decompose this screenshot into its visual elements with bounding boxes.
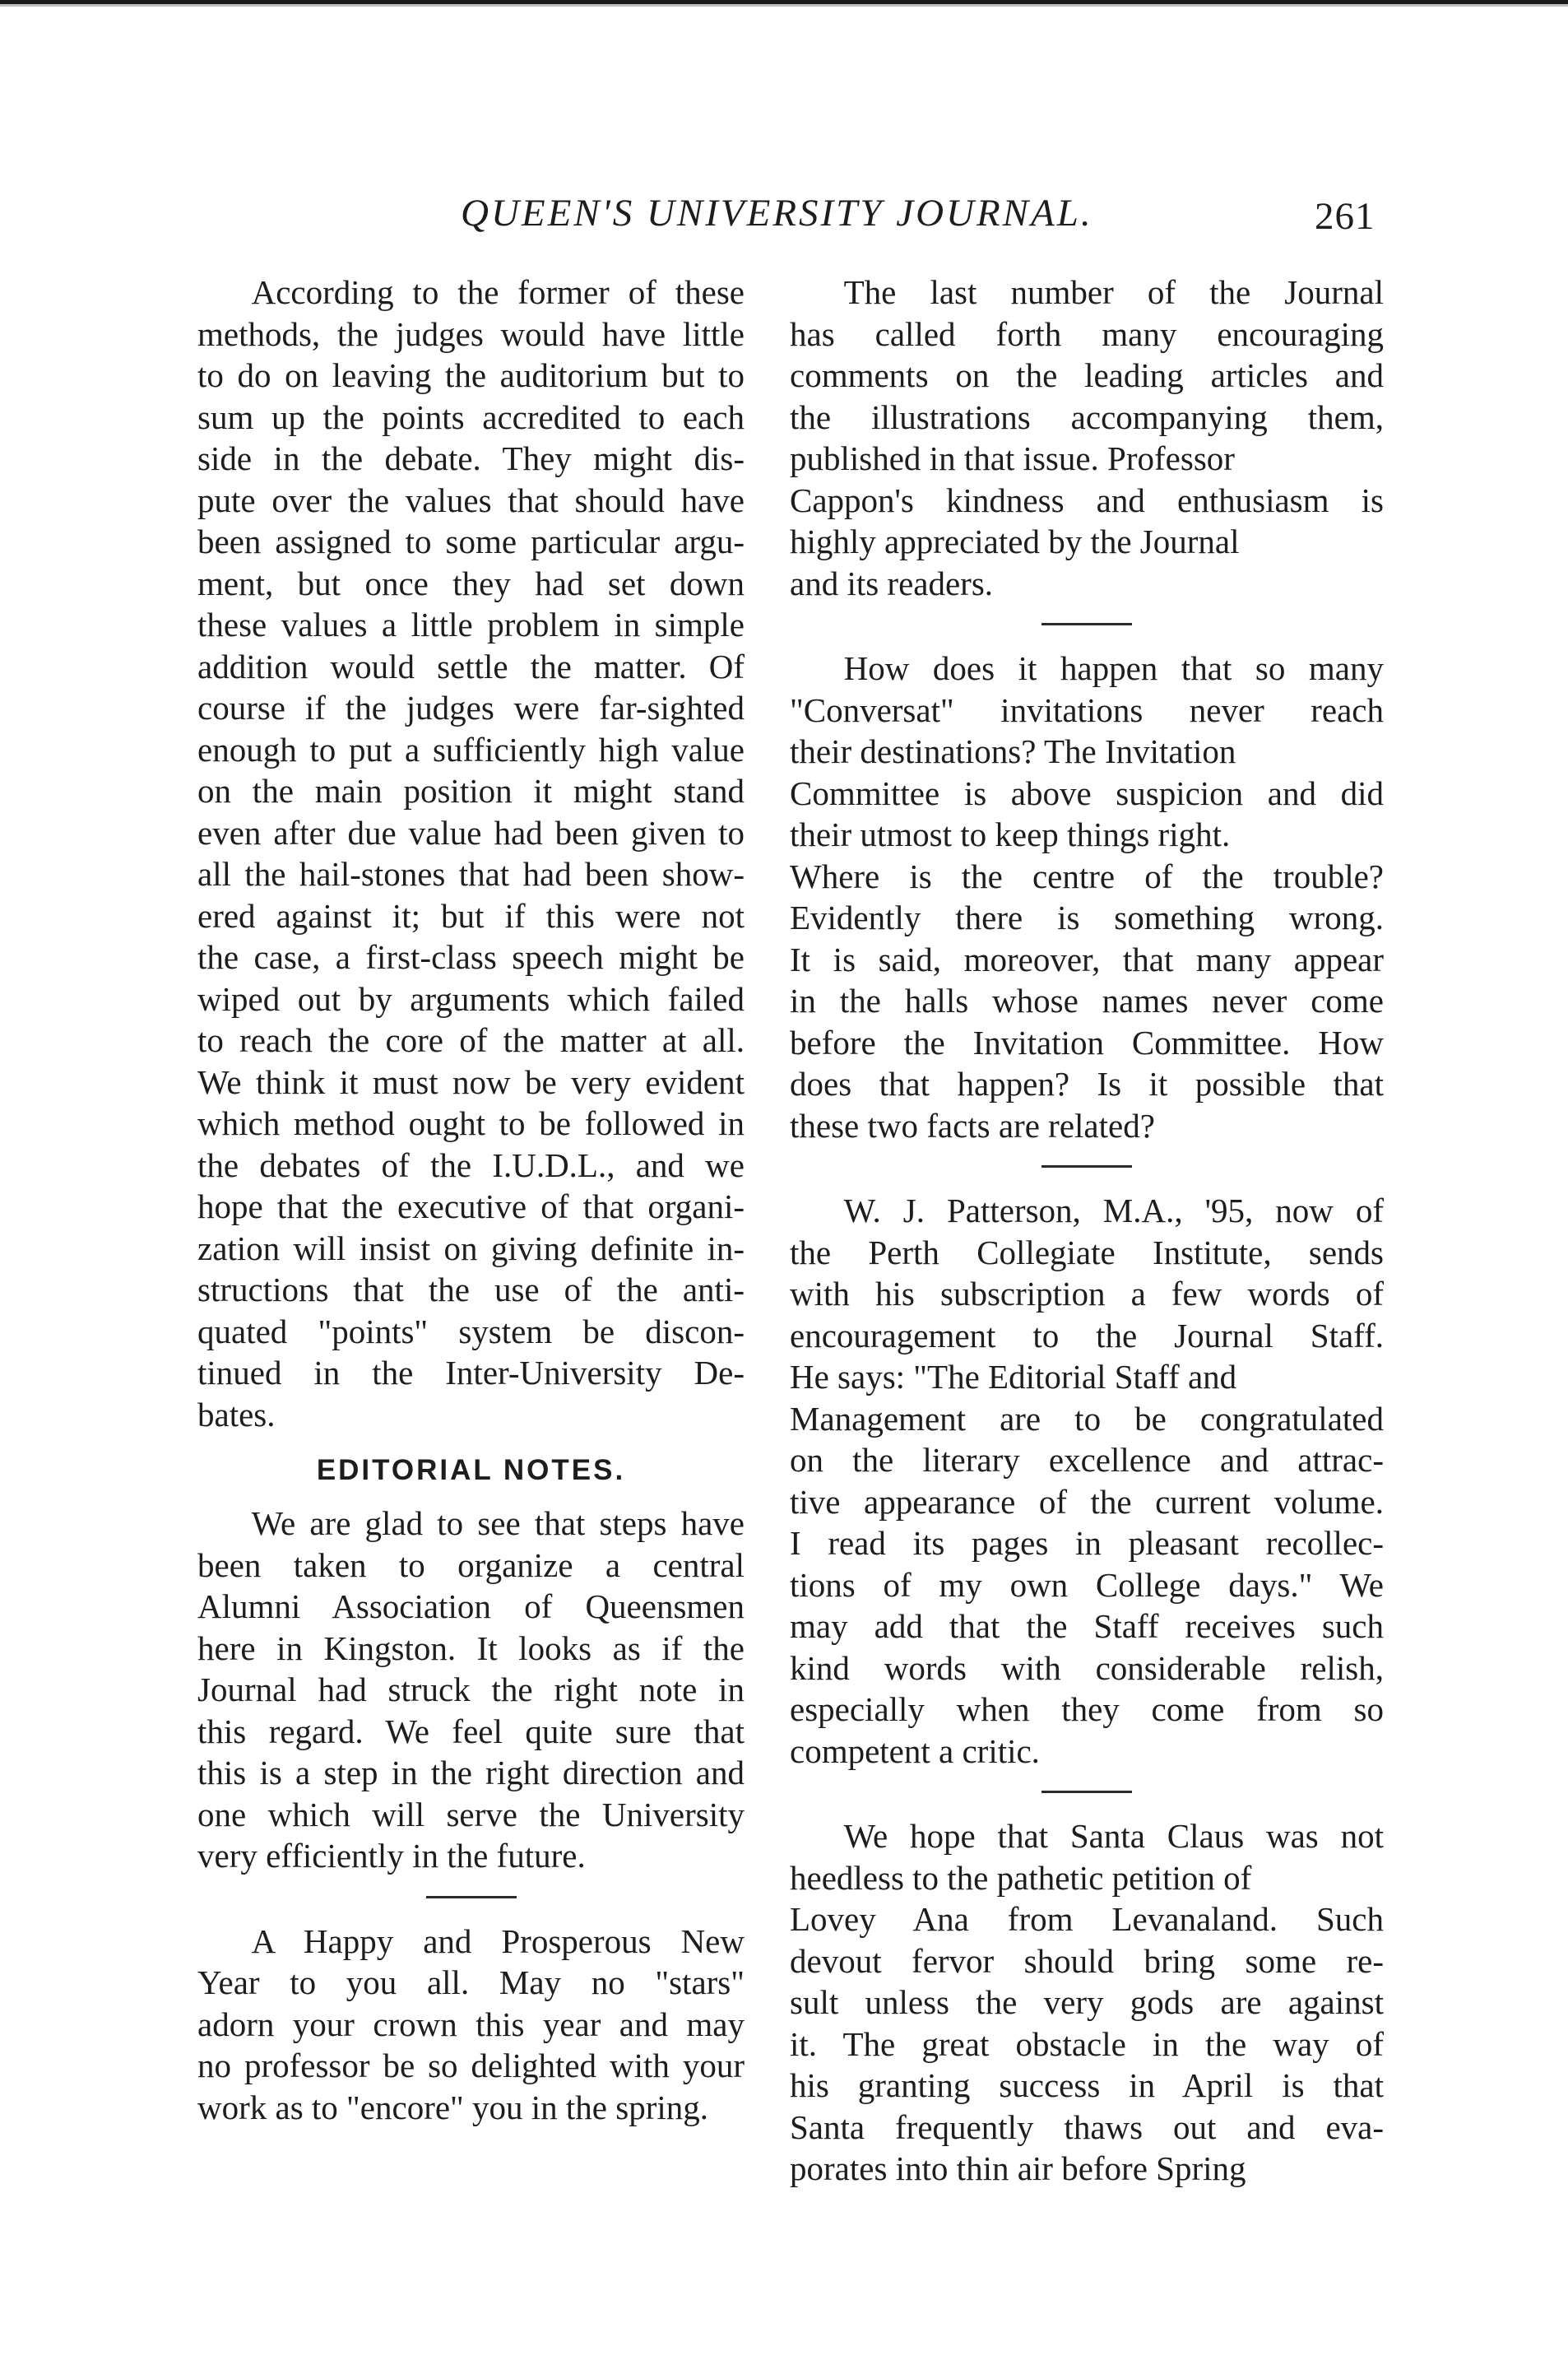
text-line: Journal had struck the right note in [197,1670,745,1708]
text-line: sult unless the very gods are against [790,1983,1384,2021]
text-line: Year to you all. May no "stars" [197,1963,745,2001]
text-line: "Conversat" invitations never reach [790,690,1384,729]
text-line: with his subscription a few words of [790,1275,1384,1313]
text-line: the Perth Collegiate Institute, sends [790,1233,1384,1271]
text-line: He says: "The Editorial Staff and [790,1358,1237,1396]
text-line: before the Invitation Committee. How [790,1023,1384,1062]
text-line: on the literary excellence and attrac- [790,1441,1384,1479]
text-line: may add that the Staff receives such [790,1607,1384,1645]
text-line: all the hail-stones that had been show- [197,855,745,893]
text-line: tinued in the Inter-University De- [197,1354,745,1392]
text-line: adorn your crown this year and may [197,2005,745,2043]
text-line: A Happy and Prosperous New [251,1921,745,1960]
text-line: Cappon's kindness and enthusiasm is [790,481,1384,519]
text-line: one which will serve the University [197,1795,745,1833]
text-line: has called forth many encouraging [790,314,1384,353]
text-line: the debates of the I.U.D.L., and we [197,1145,745,1184]
section-divider [1041,623,1132,625]
text-line: devout fervor should bring some re- [790,1941,1384,1980]
text-line: these two facts are related? [790,1106,1155,1145]
text-line: this regard. We feel quite sure that [197,1712,745,1750]
journal-title: QUEEN'S UNIVERSITY JOURNAL. [461,192,1093,235]
text-line: their utmost to keep things right. [790,815,1231,853]
text-line: wiped out by arguments which failed [197,979,745,1018]
text-line: Where is the centre of the trouble? [790,857,1384,895]
text-line: in the halls whose names never come [790,982,1384,1020]
section-divider [426,1896,517,1898]
text-line: addition would settle the matter. Of [197,647,745,685]
text-line: the illustrations accompanying them, [790,397,1384,436]
text-line: tions of my own College days." We [790,1565,1384,1604]
text-line: side in the debate. They might dis- [197,439,745,477]
top-border-rule [0,0,1568,7]
text-line: been assigned to some particular argu- [197,523,745,560]
text-line: here in Kingston. It looks as if the [197,1629,745,1667]
text-line: Evidently there is something wrong. [790,899,1384,936]
text-line: this is a step in the right direction and [197,1754,745,1791]
text-line: their destinations? The Invitation [790,732,1236,770]
text-line: enough to put a sufficiently high value [197,730,745,769]
text-line: does that happen? Is it possible that [790,1065,1384,1103]
text-line: We are glad to see that steps have [251,1504,745,1542]
text-line: on the main position it might stand [197,772,745,810]
text-line: methods, the judges would have little [197,314,745,353]
text-line: and its readers. [790,564,994,602]
text-line: work as to "encore" you in the spring. [197,2088,709,2126]
text-line: heedless to the pathetic petition of [790,1858,1252,1897]
text-line: Committee is above suspicion and did [790,774,1384,812]
paragraph-conversat-invitations [790,648,1384,1146]
text-line: encouragement to the Journal Staff. [790,1316,1384,1354]
text-line: ment, but once they had set down [197,564,745,602]
text-line: been taken to organize a central [197,1545,745,1584]
text-line: even after due value had been given to [197,813,745,852]
text-line: Management are to be congratulated [790,1399,1384,1438]
text-line: hope that the executive of that organi- [197,1187,745,1225]
text-line: comments on the leading articles and [790,356,1384,394]
paragraph-alumni-association [197,1503,745,1877]
running-head [0,183,1568,240]
paragraph-new-year [197,1921,745,2129]
editorial-notes-heading: EDITORIAL NOTES. [316,1454,626,1486]
text-line: Alumni Association of Queensmen [197,1587,745,1625]
text-line: to reach the core of the matter at all. [197,1021,745,1059]
text-line: kind words with considerable relish, [790,1648,1384,1687]
text-line: The last number of the Journal [843,273,1384,311]
text-line: which method ought to be followed in [197,1104,745,1142]
text-line: We think it must now be very evident [197,1062,745,1101]
text-line: Lovey Ana from Levanaland. Such [790,1900,1384,1938]
text-line: especially when they come from so [790,1690,1384,1728]
text-line: the case, a first-class speech might be [197,938,745,976]
text-line: We hope that Santa Claus was not [843,1817,1384,1855]
text-line: ered against it; but if this were not [197,896,745,935]
text-line: it. The great obstacle in the way of [790,2024,1384,2063]
section-divider [1041,1165,1132,1168]
left-column [197,272,745,2128]
text-line: quated "points" system be discon- [197,1312,745,1350]
text-line: bates. [197,1395,276,1433]
text-line: very efficiently in the future. [197,1837,586,1875]
text-line: Santa frequently thaws out and eva- [790,2107,1384,2146]
text-line: course if the judges were far-sighted [197,689,745,727]
paragraph-judging-methods [197,272,745,1435]
text-line: How does it happen that so many [843,649,1384,687]
text-line: his granting success in April is that [790,2066,1384,2104]
paragraph-santa-claus [790,1815,1384,2190]
text-line: porates into thin air before Spring [790,2149,1246,2187]
text-line: published in that issue. Professor [790,439,1235,477]
paragraph-patterson-letter [790,1190,1384,1772]
text-line: tive appearance of the current volume. [790,1482,1384,1521]
text-line: structions that the use of the anti- [197,1271,745,1308]
text-line: I read its pages in pleasant recollec- [790,1524,1384,1562]
text-line: to do on leaving the auditorium but to [197,356,745,394]
text-line: no professor be so delighted with your [197,2047,745,2084]
text-line: W. J. Patterson, M.A., '95, now of [843,1192,1384,1229]
text-line: pute over the values that should have [197,481,745,519]
section-divider [1041,1791,1132,1793]
text-line: zation will insist on giving definite in- [197,1229,745,1267]
text-line: According to the former of these [251,273,745,311]
text-line: competent a critic. [790,1731,1040,1770]
text-line: highly appreciated by the Journal [790,523,1240,560]
page-number: 261 [1315,195,1375,238]
text-line: these values a little problem in simple [197,606,745,644]
text-line: It is said, moreover, that many appear [790,940,1384,978]
right-column [790,272,1384,2190]
text-line: sum up the points accredited to each [197,397,745,436]
paragraph-last-number [790,272,1384,604]
